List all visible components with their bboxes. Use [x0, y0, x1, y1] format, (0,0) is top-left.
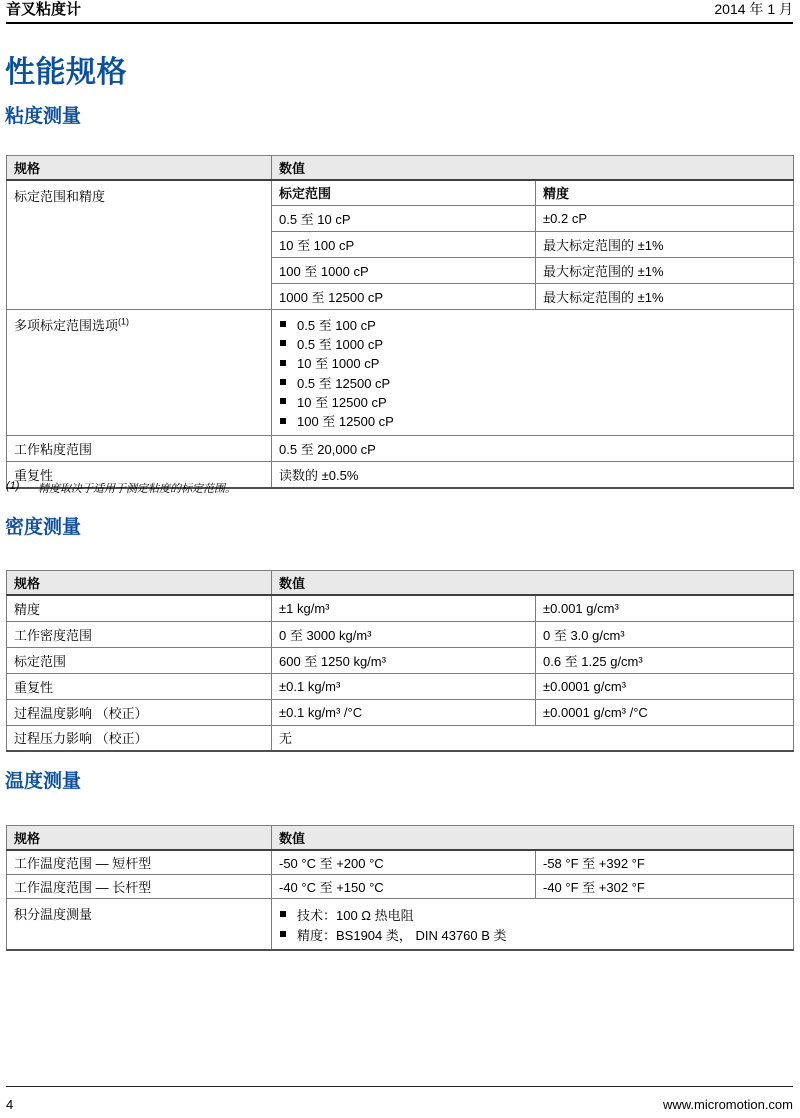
column-header-value: 数值 — [272, 571, 794, 596]
cell-metric: 0 至 3000 kg/m³ — [272, 621, 536, 647]
cell-imperial: 0 至 3.0 g/cm³ — [536, 621, 794, 647]
row-label: 过程压力影响 （校正） — [7, 725, 272, 751]
column-header-value: 数值 — [272, 826, 794, 851]
cell-metric: ±0.1 kg/m³ /°C — [272, 699, 536, 725]
cell-metric: 600 至 1250 kg/m³ — [272, 647, 536, 673]
footnote-marker: (1) — [6, 480, 20, 492]
row-label-multi-range — [7, 309, 272, 436]
square-bullet-icon — [280, 418, 286, 424]
document-title: 音叉粘度计 — [6, 1, 82, 18]
page-number: 4 — [6, 1097, 14, 1112]
section-title-density: 密度测量 — [5, 517, 82, 538]
integral-temperature-details — [272, 899, 794, 951]
option-text: 10 至 1000 cP — [297, 356, 380, 372]
row-label: 工作温度范围 — 长杆型 — [7, 875, 272, 899]
cell-accuracy: 最大标定范围的 ±1% — [536, 283, 794, 309]
option-text: 0.5 至 100 cP — [297, 317, 376, 333]
cell-value: 读数的 ±0.5% — [272, 462, 794, 488]
list-item — [272, 372, 793, 391]
cell-accuracy: 最大标定范围的 ±1% — [536, 257, 794, 283]
document-date: 2014 年 1 月 — [714, 1, 793, 17]
cell-metric: ±0.1 kg/m³ — [272, 673, 536, 699]
cell-imperial: 0.6 至 1.25 g/cm³ — [536, 647, 794, 673]
square-bullet-icon — [280, 379, 286, 385]
row-label: 工作温度范围 — 短杆型 — [7, 850, 272, 875]
page-title: 性能规格 — [5, 56, 127, 89]
list-item — [272, 315, 793, 334]
cell-value: 0.5 至 20,000 cP — [272, 436, 794, 462]
cell-fahrenheit: -40 °F 至 +302 °F — [536, 875, 794, 899]
column-header-value: 数值 — [272, 156, 794, 181]
document-footer — [6, 1086, 793, 1112]
list-item — [272, 411, 793, 430]
row-label-calibration: 标定范围和精度 — [7, 180, 272, 309]
bullet-text: 技术：100 Ω 热电阻 — [297, 907, 414, 923]
row-label-operating-range: 工作粘度范围 — [7, 436, 272, 462]
row-label: 精度 — [7, 595, 272, 621]
cell-range: 0.5 至 10 cP — [272, 205, 536, 231]
cell-celsius: -50 °C 至 +200 °C — [272, 850, 536, 875]
cell-range: 100 至 1000 cP — [272, 257, 536, 283]
list-item — [272, 392, 793, 411]
row-label-repeatability: 重复性 — [7, 462, 272, 488]
column-header-spec: 规格 — [7, 826, 272, 851]
cell-fahrenheit: -58 °F 至 +392 °F — [536, 850, 794, 875]
option-text: 100 至 12500 cP — [297, 414, 394, 430]
option-text: 0.5 至 12500 cP — [297, 375, 391, 391]
document-header — [6, 0, 793, 24]
website-text: www.micromotion.com — [662, 1097, 793, 1112]
row-label-integral-temperature: 积分温度测量 — [7, 899, 272, 951]
cell-accuracy: 最大标定范围的 ±1% — [536, 231, 794, 257]
square-bullet-icon — [280, 911, 286, 917]
square-bullet-icon — [280, 360, 286, 366]
temperature-spec-table — [6, 825, 794, 951]
density-spec-table — [6, 570, 794, 752]
footnote-reference: (1) — [118, 316, 130, 327]
section-title-viscosity: 粘度测量 — [5, 106, 82, 127]
cell-imperial: ±0.001 g/cm³ — [536, 595, 794, 621]
option-text: 0.5 至 1000 cP — [297, 336, 383, 352]
list-item — [272, 334, 793, 353]
viscosity-spec-table — [6, 155, 794, 489]
option-text: 10 至 12500 cP — [297, 394, 387, 410]
column-header-spec: 规格 — [7, 156, 272, 181]
multi-range-label: 多项标定范围选项 — [14, 317, 119, 333]
row-label: 工作密度范围 — [7, 621, 272, 647]
subheader-range: 标定范围 — [272, 180, 536, 205]
cell-range: 1000 至 12500 cP — [272, 283, 536, 309]
list-item — [272, 904, 793, 924]
footnote — [6, 480, 793, 496]
list-item — [272, 353, 793, 372]
cell-metric: ±1 kg/m³ — [272, 595, 536, 621]
square-bullet-icon — [280, 340, 286, 346]
multi-range-options — [272, 309, 794, 436]
cell-celsius: -40 °C 至 +150 °C — [272, 875, 536, 899]
column-header-spec: 规格 — [7, 571, 272, 596]
cell-imperial: ±0.0001 g/cm³ /°C — [536, 699, 794, 725]
row-label: 重复性 — [7, 673, 272, 699]
cell-accuracy: ±0.2 cP — [536, 205, 794, 231]
section-title-temperature: 温度测量 — [5, 771, 82, 792]
square-bullet-icon — [280, 321, 286, 327]
square-bullet-icon — [280, 931, 286, 937]
row-label: 过程温度影响 （校正） — [7, 699, 272, 725]
list-item — [272, 924, 793, 944]
cell-range: 10 至 100 cP — [272, 231, 536, 257]
row-label: 标定范围 — [7, 647, 272, 673]
footnote-text: 精度取决于适用于测定粘度的标定范围。 — [38, 483, 236, 495]
square-bullet-icon — [280, 398, 286, 404]
bullet-text: 精度：BS1904 类， DIN 43760 B 类 — [297, 927, 507, 943]
subheader-accuracy: 精度 — [536, 180, 794, 205]
cell-value: 无 — [272, 725, 794, 751]
cell-imperial: ±0.0001 g/cm³ — [536, 673, 794, 699]
